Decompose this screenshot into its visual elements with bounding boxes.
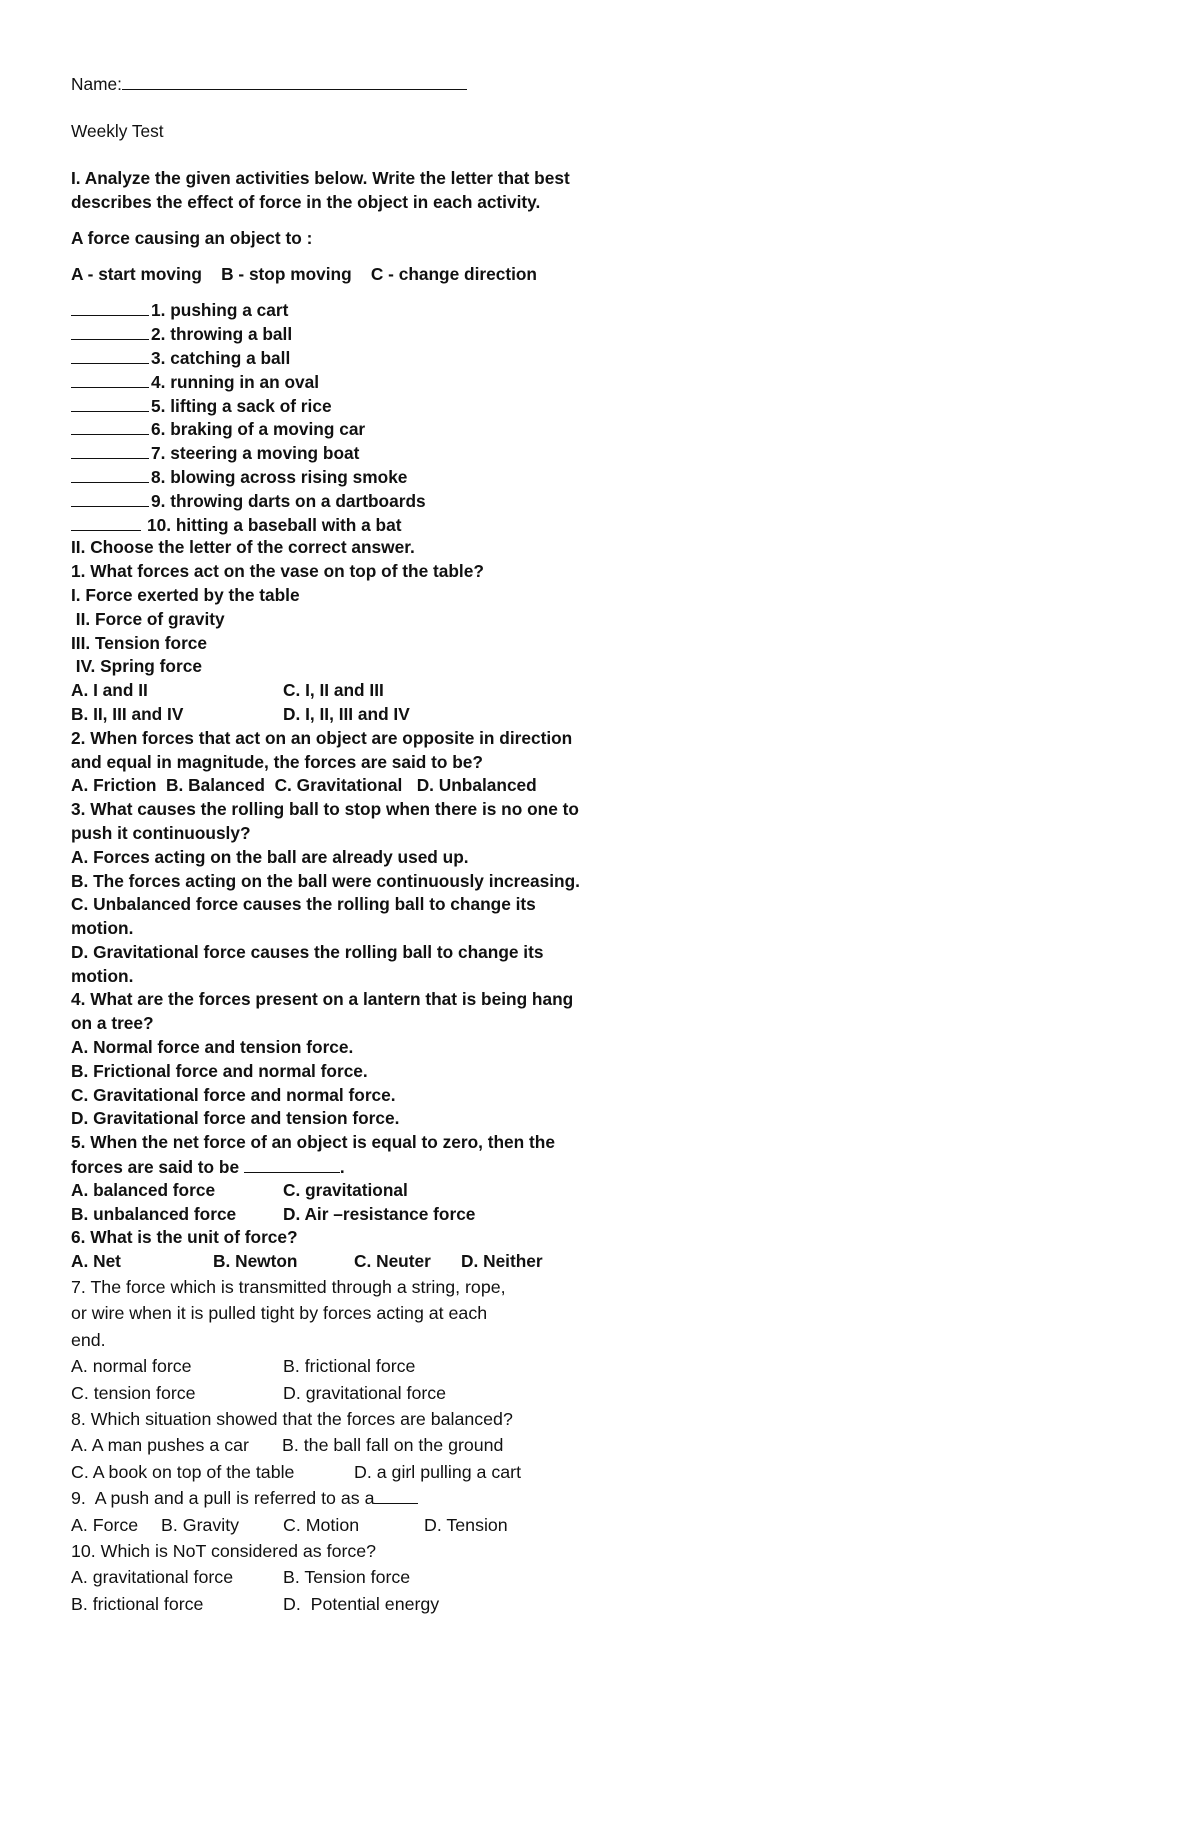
q1-choice-a: A. I and II: [71, 680, 148, 701]
name-line: [71, 72, 631, 96]
q1-choice-b: B. II, III and IV: [71, 703, 184, 724]
answer-blank: [71, 298, 149, 316]
q4-choice-b: B. Frictional force and normal force.: [71, 1060, 368, 1081]
part1-instruction-line2: describes the effect of force in the object in each activity.: [71, 191, 541, 212]
q2-stem-line2: and equal in magnitude, the forces are said to be?: [71, 751, 483, 772]
q6-choice-b: B. Newton: [213, 1251, 298, 1272]
q5-choice-a: A. balanced force: [71, 1179, 216, 1200]
fill-blank: [244, 1155, 340, 1173]
q6-choices: [71, 1250, 631, 1274]
q8-choice-a: A. A man pushes a car: [71, 1435, 249, 1456]
q5-choices-row2: [71, 1203, 631, 1227]
q1-choices-row1: [71, 679, 631, 703]
q3-choice-d-line2: motion.: [71, 965, 134, 986]
answer-blank: [71, 513, 141, 531]
q5-choices-row1: [71, 1179, 631, 1203]
activity-item: 9. throwing darts on a dartboards: [71, 489, 631, 513]
activity-item: 8. blowing across rising smoke: [71, 465, 631, 489]
section-plain-questions: [71, 1274, 631, 1617]
q8-choices-row2: [71, 1459, 631, 1485]
q5-stem-line1: 5. When the net force of an object is equal to zero, then the: [71, 1132, 555, 1153]
q10-choice-d: D. Potential energy: [283, 1593, 440, 1614]
q9-choices: [71, 1512, 631, 1538]
q7-choice-c: C. tension force: [71, 1382, 196, 1403]
q1-option-iii: III. Tension force: [71, 632, 208, 653]
q6-stem: 6. What is the unit of force?: [71, 1227, 298, 1248]
q3-choice-a: A. Forces acting on the ball are already used up.: [71, 846, 469, 867]
answer-blank: [71, 346, 149, 364]
activity-item: 3. catching a ball: [71, 346, 631, 370]
answer-blank: [71, 441, 149, 459]
q7-choice-b: B. frictional force: [283, 1356, 416, 1377]
q8-choice-d: D. a girl pulling a cart: [354, 1461, 522, 1482]
q1-option-iv: IV. Spring force: [71, 656, 202, 677]
activity-item: 10. hitting a baseball with a bat: [71, 513, 631, 537]
q9-choice-b: B. Gravity: [161, 1514, 240, 1535]
q2-choices: A. Friction B. Balanced C. Gravitational D. Unbalanced: [71, 775, 537, 796]
part1-choices: A - start moving B - stop moving C - change direction: [71, 263, 537, 284]
q9-choice-d: D. Tension: [424, 1514, 508, 1535]
worksheet-content: [71, 72, 631, 1617]
q6-choice-d: D. Neither: [461, 1251, 543, 1272]
q9-choice-c: C. Motion: [283, 1514, 360, 1535]
q7-choices-row1: [71, 1353, 631, 1379]
q9-choice-a: A. Force: [71, 1514, 139, 1535]
q2-stem-line1: 2. When forces that act on an object are opposite in direction: [71, 727, 573, 748]
q1-choice-d: D. I, II, III and IV: [283, 703, 410, 724]
q5-choice-b: B. unbalanced force: [71, 1203, 237, 1224]
q8-choices-row1: [71, 1432, 631, 1458]
activity-item: 7. steering a moving boat: [71, 441, 631, 465]
q10-choice-b: B. Tension force: [283, 1567, 411, 1588]
answer-blank: [71, 322, 149, 340]
q1-stem: 1. What forces act on the vase on top of the table?: [71, 561, 484, 582]
q1-choices-row2: [71, 703, 631, 727]
fill-blank: [374, 1486, 418, 1504]
q10-choices-row2: [71, 1591, 631, 1617]
q10-choices-row1: [71, 1564, 631, 1590]
answer-blank: [71, 489, 149, 507]
q3-stem-line1: 3. What causes the rolling ball to stop when there is no one to: [71, 799, 579, 820]
part1-instruction-line1: I. Analyze the given activities below. Write the letter that best: [71, 168, 570, 189]
name-blank: [122, 72, 467, 90]
answer-blank: [71, 417, 149, 435]
answer-blank: [71, 394, 149, 412]
q4-stem-line1: 4. What are the forces present on a lantern that is being hang: [71, 989, 574, 1010]
test-title: Weekly Test: [71, 120, 164, 141]
q4-choice-a: A. Normal force and tension force.: [71, 1037, 354, 1058]
q4-stem-line2: on a tree?: [71, 1013, 154, 1034]
q4-choice-c: C. Gravitational force and normal force.: [71, 1084, 396, 1105]
q5-stem-line2: forces are said to be .: [71, 1157, 345, 1178]
name-label: Name:: [71, 74, 122, 94]
q8-choice-c: C. A book on top of the table: [71, 1461, 295, 1482]
q1-option-i: I. Force exerted by the table: [71, 584, 300, 605]
q7-choice-a: A. normal force: [71, 1356, 192, 1377]
q1-choice-c: C. I, II and III: [283, 680, 384, 701]
activity-item: 6. braking of a moving car: [71, 417, 631, 441]
q9-stem: 9. A push and a pull is referred to as a: [71, 1485, 631, 1511]
q10-choice-a: A. gravitational force: [71, 1567, 234, 1588]
activity-item: 5. lifting a sack of rice: [71, 394, 631, 418]
q8-stem: 8. Which situation showed that the forces are balanced?: [71, 1409, 513, 1429]
q3-choice-c-line1: C. Unbalanced force causes the rolling ball to change its: [71, 894, 536, 915]
q3-choice-b: B. The forces acting on the ball were continuously increasing.: [71, 870, 580, 891]
part1-lead: A force causing an object to :: [71, 227, 313, 248]
activity-item: 2. throwing a ball: [71, 322, 631, 346]
q6-choice-a: A. Net: [71, 1251, 121, 1272]
q5-choice-d: D. Air –resistance force: [283, 1203, 476, 1224]
q7-choices-row2: [71, 1380, 631, 1406]
q3-choice-c-line2: motion.: [71, 918, 134, 939]
activity-item: 1. pushing a cart: [71, 298, 631, 322]
answer-blank: [71, 370, 149, 388]
q5-choice-c: C. gravitational: [283, 1179, 408, 1200]
q4-choice-d: D. Gravitational force and tension force.: [71, 1108, 400, 1129]
q3-choice-d-line1: D. Gravitational force causes the rolling ball to change its: [71, 941, 544, 962]
q8-choice-b: B. the ball fall on the ground: [282, 1435, 504, 1456]
q7-choice-d: D. gravitational force: [283, 1382, 447, 1403]
q10-stem: 10. Which is NoT considered as force?: [71, 1540, 377, 1561]
q6-choice-c: C. Neuter: [354, 1251, 431, 1272]
answer-blank: [71, 465, 149, 483]
q7-stem-line1: 7. The force which is transmitted through a string, rope,: [71, 1277, 506, 1298]
q1-option-ii: II. Force of gravity: [71, 608, 225, 629]
activity-item: 4. running in an oval: [71, 370, 631, 394]
part2-instruction: II. Choose the letter of the correct answer.: [71, 537, 415, 558]
q7-stem-line3: end.: [71, 1329, 106, 1350]
q10-choice-c: B. frictional force: [71, 1593, 204, 1614]
q3-stem-line2: push it continuously?: [71, 822, 251, 843]
q7-stem-line2: or wire when it is pulled tight by forces acting at each: [71, 1303, 488, 1324]
